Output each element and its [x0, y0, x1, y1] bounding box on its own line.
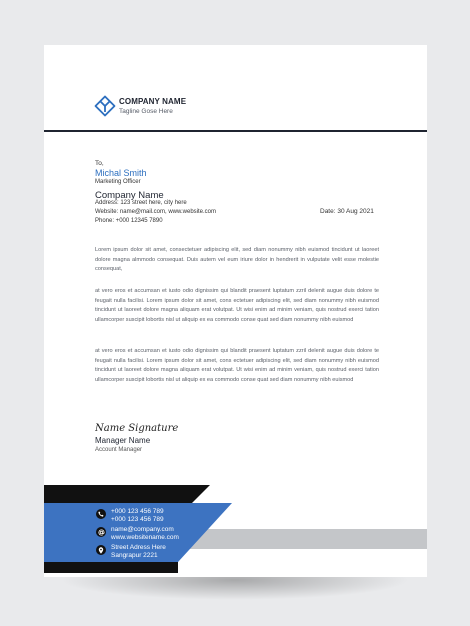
recipient-address: Address: 123 street here, city here — [95, 200, 187, 206]
location-pin-icon — [96, 545, 106, 555]
to-label: To, — [95, 160, 104, 167]
phone-icon — [96, 509, 106, 519]
company-name: COMPANY NAME — [119, 97, 187, 106]
footer-website: www.websitename.com — [111, 533, 179, 541]
signature — [95, 417, 185, 437]
recipient-phone: Phone: +000 12345 7890 — [95, 218, 163, 224]
recipient-name: Michal Smith — [95, 168, 147, 178]
at-sign-icon — [96, 527, 106, 537]
footer-city: Sangrapur 2221 — [111, 551, 158, 559]
letter-date: Date: 30 Aug 2021 — [320, 208, 374, 215]
body-paragraph-2: at vero eros et accumsan et iusto odio dignissim qui blandit praesent luptatum zzril delenit augue duis dolore te feugait nulla facilisi. Lorem ipsum dolor sit amet, cons ectetuer adipiscing elit, sed diam nonummy nibh euismod tincidunt ut laoreet dolore magna aliquam erat volutpat. Ut wisi enim ad minim veniam, quis nostrud exerci tation ullamcorper suscipit lobortis nisl ut aliquip ex ea commodo conse quat sed diam nonummy nibh euismod — [95, 288, 379, 323]
svg-text:Name Signature: Name Signature — [95, 423, 179, 434]
signer-name: Manager Name — [95, 436, 151, 445]
footer-phone-1: +000 123 456 789 — [111, 508, 164, 515]
recipient-company: Company Name — [95, 190, 164, 201]
cube-logo-icon — [94, 95, 116, 117]
letterhead-page — [44, 45, 427, 577]
signer-title: Account Manager — [95, 447, 143, 453]
body-paragraph-3: at vero eros et accumsan et iusto odio dignissim qui blandit praesent luptatum zzril delenit augue duis dolore te feugait nulla facilisi. Lorem ipsum dolor sit amet, cons ectetuer adipiscing elit, sed diam nonummy nibh euismod tincidunt ut laoreet dolore magna aliquam erat volutpat. Ut wisi enim ad minim veniam, quis nostrud exerci tation ullamcorper suscipit lobortis nisl ut aliquip ex ea commodo conse quat sed diam nonummy nibh euismod — [95, 348, 379, 383]
recipient-title: Marketing Officer — [95, 179, 141, 185]
body-paragraph-1: Lorem ipsum dolor sit amet, consectetuer adipiscing elit, sed diam nonummy nibh euismod tincidunt ut laoreet dolore magna almmodo consequat. Duis autem vel eum iriure dolor in hendrerit in vulputate velit esse molestie consequat, — [95, 247, 379, 272]
footer-street: Street Adress Here — [111, 544, 166, 551]
header-divider — [44, 130, 427, 132]
footer-phone-2: +000 123 456 789 — [111, 515, 164, 523]
tagline: Tagline Gose Here — [119, 108, 173, 115]
footer-email-address: name@company.com — [111, 526, 174, 533]
recipient-website: Website: name@mail.com, www.website.com — [95, 209, 217, 215]
